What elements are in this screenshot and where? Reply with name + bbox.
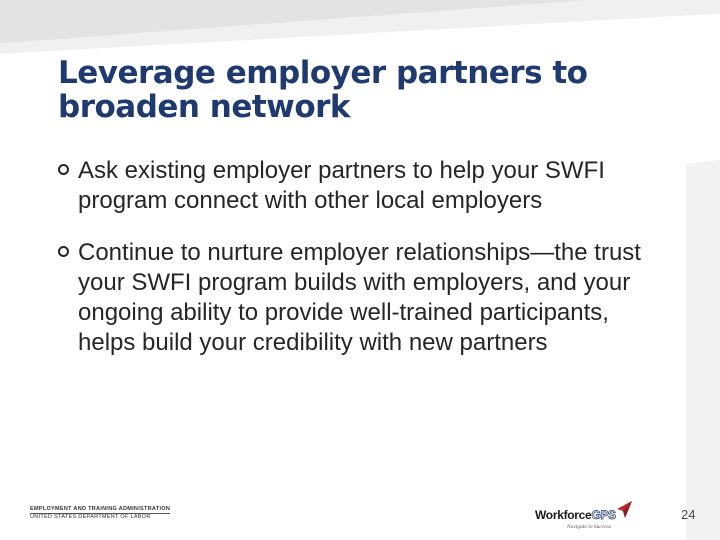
- hollow-circle-icon: [58, 164, 69, 175]
- logo-word-main: Workforce: [535, 508, 592, 522]
- bullet-list: [58, 156, 668, 358]
- logo-word-accent: GPS: [591, 508, 616, 522]
- bullet-text: Ask existing employer partners to help your SWFI program connect with other local employers: [78, 157, 605, 214]
- decorative-right-accent: [686, 156, 720, 540]
- dol-logo: [30, 506, 170, 521]
- red-arrow-pointer-icon: [613, 500, 633, 520]
- dol-wordmark: [30, 506, 170, 521]
- hollow-circle-icon: [58, 246, 69, 257]
- bullet-item: [58, 156, 668, 216]
- bullet-item: [58, 238, 668, 358]
- page-number: 24: [681, 507, 696, 522]
- slide-title: Leverage employer partners to broaden network: [58, 55, 588, 125]
- workforcegps-logo: [535, 500, 635, 530]
- department-name: UNITED STATES DEPARTMENT OF LABOR: [30, 513, 170, 521]
- logo-tagline: Navigate to Success: [567, 524, 611, 530]
- logo-wordmark: [535, 508, 616, 522]
- agency-name: EMPLOYMENT AND TRAINING ADMINISTRATION: [30, 506, 171, 512]
- bullet-text: Continue to nurture employer relationships—the trust your SWFI program builds with employers, and your ongoing ability to provide well-trained participants, helps build your credibility with new partners: [78, 239, 641, 356]
